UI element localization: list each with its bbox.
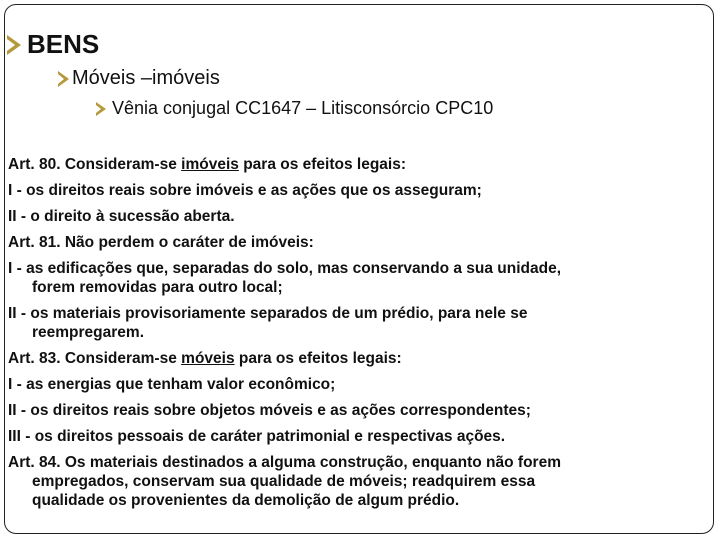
text-line: I - os direitos reais sobre imóveis e as ações que os asseguram; <box>8 182 482 199</box>
bullet-level2 <box>58 67 220 90</box>
slide <box>4 4 714 534</box>
legal-text <box>8 155 708 510</box>
heading-level1: BENS <box>27 29 100 59</box>
arrow-bullet-icon <box>7 35 21 55</box>
heading-level2: Móveis –imóveis <box>72 67 220 89</box>
underlined-term: móveis <box>181 350 235 367</box>
text-line: II - os materiais provisoriamente separados de um prédio, para nele se <box>8 305 528 322</box>
text-line: Art. 84. Os materiais destinados a alguma construção, enquanto não forem <box>8 454 561 471</box>
text-line: III - os direitos pessoais de caráter patrimonial e respectivas ações. <box>8 428 506 445</box>
text-line: I - as edificações que, separadas do solo, mas conservando a sua unidade, <box>8 260 562 277</box>
text-line: II - os direitos reais sobre objetos móveis e as ações correspondentes; <box>8 402 531 419</box>
arrow-bullet-icon <box>96 102 106 116</box>
underlined-term: imóveis <box>181 156 239 173</box>
text-line: I - as energias que tenham valor econômico; <box>8 376 336 393</box>
arrow-bullet-icon <box>58 71 69 87</box>
text-line: Art. 80. Consideram-se imóveis para os efeitos legais: <box>8 156 407 173</box>
text-line: reempregarem. <box>32 324 145 341</box>
text-line: II - o direito à sucessão aberta. <box>8 208 235 225</box>
bullet-level3 <box>96 98 493 119</box>
text-line: Art. 83. Consideram-se móveis para os efeitos legais: <box>8 350 402 367</box>
text-line: qualidade os provenientes da demolição de algum prédio. <box>32 492 460 509</box>
text-line: empregados, conservam sua qualidade de móveis; readquirem essa <box>32 473 536 490</box>
heading-level3: Vênia conjugal CC1647 – Litisconsórcio CPC10 <box>112 98 494 118</box>
text-line: Art. 81. Não perdem o caráter de imóveis: <box>8 234 314 251</box>
bullet-level1 <box>7 29 99 60</box>
text-line: forem removidas para outro local; <box>32 279 283 296</box>
